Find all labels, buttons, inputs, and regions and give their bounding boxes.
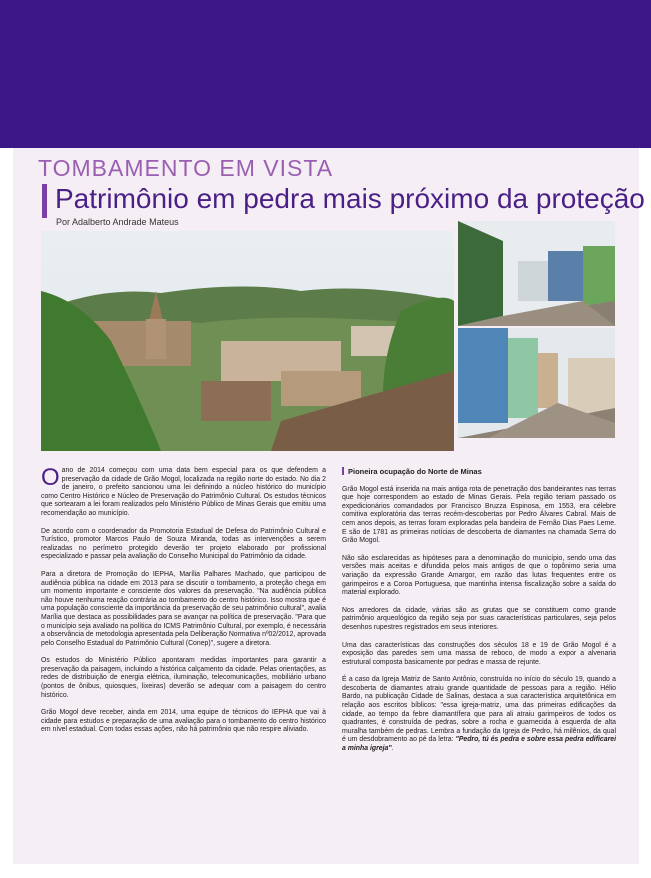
street-houses-photo-bottom	[458, 328, 615, 438]
paragraph: De acordo com o coordenador da Promotoria Estadual de Defesa do Patrimônio Cultural e Turístico, promotor Marcos Paulo de Souza Miranda, todas as intervenções a serem realizadas no perímetro protegido deverão ter projeto elaborado por profissional especializado e passar pela avaliação do Conselho Municipal do Patrimônio da cidade.	[41, 527, 326, 561]
paragraph-end: .	[391, 745, 394, 753]
subheading	[342, 467, 616, 477]
top-banner	[0, 0, 651, 148]
paragraph	[41, 464, 326, 519]
section-label: TOMBAMENTO EM VISTA	[38, 155, 334, 181]
paragraph-text: É a caso da Igreja Matriz de Santo Antônio, construída no início do século 19, quando a descoberta de diamantes atraiu grande quantidade de pessoas para a região. Hélio Bardo, na publicação Cidade de Salinas, destaca a sua característica arquitetônica em relação aos escritos bíblicos: "essa igreja-matriz, uma das primeiras edificações da cidade, ao tempo da febre diamantífera que para ali atraiu garimpeiros de todos os quadrantes, é construída de pedras, sobre a rocha e guarnecida à esquerda de alta muralha também de pedras. Lembra a fundação da Igreja de Pedro, há milênios, da qual é um desdobramento ao pé da letra:	[342, 676, 616, 744]
drop-cap: O	[41, 464, 60, 491]
subheading-text: Pioneira ocupação do Norte de Minas	[348, 467, 482, 476]
city-panorama-photo	[41, 231, 454, 451]
title-accent-bar	[42, 184, 47, 218]
article-title: Patrimônio em pedra mais próximo da proteção	[55, 183, 645, 214]
byline: Por Adalberto Andrade Mateus	[56, 217, 179, 227]
paragraph	[342, 676, 616, 753]
paragraph: Os estudos do Ministério Público apontaram medidas importantes para garantir a preservação da paisagem, incluindo a histórica calçamento da cidade. Pelas orientações, as redes de distribuição de energia elétrica, iluminação, telecomunicações, mobiliário urbano (pontos de ônibus, quiosques, lixeiras) deverão se adequar com a paisagem do centro histórico.	[41, 657, 326, 699]
left-text-column	[41, 464, 326, 744]
subheading-bar	[342, 467, 344, 475]
paragraph: Grão Mogol está inserida na mais antiga rota de penetração dos bandeirantes nas terras que hoje correspondem ao estado de Minas Gerais. Pela região teriam passado os expedicionários comandados por Francisco Bruzza Espinosa, em 1553, era célebre comitiva exploratória das terras recém-descobertas por Pedro Álvares Cabral. Mais de cem anos depois, as terras foram exploradas pela bandeira de Fernão Dias Paes Leme. E são de 1781 as primeiras notícias de descoberta de diamantes na chamada Serra do Grão Mogol.	[342, 485, 616, 545]
quote: "Pedro, tú és pedra e sobre essa pedra edificarei a minha igreja"	[342, 736, 616, 753]
paragraph: Não são esclarecidas as hipóteses para a denominação do município, sendo uma das versões mais aceitas e difundida pelos mais antigos de que o topônimo seria uma variação da expressão Grande Amargor, em razão das lutas frequentes entre os garimpeiros e a Coroa Portuguesa, que mantinha intensa fiscalização sobre a saída do material explorado.	[342, 554, 616, 597]
paragraph-text: ano de 2014 começou com uma data bem especial para os que defendem a preservação da cidade de Grão Mogol, localizada na região norte do estado. No dia 2 de janeiro, o prefeito sancionou uma lei definindo a núcleo histórico do município como Centro Histórico e Núcleo de Preservação do Patrimônio Cultural. Os estudos técnicos que sortearam a lei foram realizados pelo Ministério Público de Minas Gerais que emitiu uma recomendação ao município.	[41, 467, 326, 517]
paragraph: Nos arredores da cidade, várias são as grutas que se constituem como grande patrimônio arqueológico da região seja por suas características particulares, seja pelos desenhos rupestres registrados em seus interiores.	[342, 606, 616, 631]
right-text-column	[342, 467, 616, 763]
paragraph: Para a diretora de Promoção do IEPHA, Marília Palhares Machado, que participou de audiência pública na cidade em 2013 para se discutir o tombamento, a proteção chega em um momento importante e consciente dos valores da preservação. "Na audiência pública não houve nenhuma reação contrária ao tombamento do centro histórico. Isso mostra que é uma população consciente da importância da preservação de seu patrimônio cultural", avalia Marília que destaca as possibilidades para se avançar na política de preservação. "Para que o município seja avaliado na política do ICMS Patrimônio Cultural, por exemplo, é necessária a observância de metodologia apresentada pela Deliberação Normativa nº02/2012, aprovada pelo Conselho Estadual do Patrimônio Cultural (Conep)", sugere a diretora.	[41, 570, 326, 647]
paragraph: Uma das características das construções dos séculos 18 e 19 de Grão Mogol é a exposição das paredes sem uma massa de reboco, de modo a expor a alvenaria estrutural composta basicamente por pedras e massa de rejunte.	[342, 641, 616, 666]
paragraph: Grão Mogol deve receber, ainda em 2014, uma equipe de técnicos do IEPHA que vai à cidade para estudos e preparação de uma avaliação para o tombamento do centro histórico em nível estadual. Com todas essas ações, não há patrimônio que não respire aliviado.	[41, 709, 326, 734]
street-houses-photo-top	[458, 221, 615, 326]
